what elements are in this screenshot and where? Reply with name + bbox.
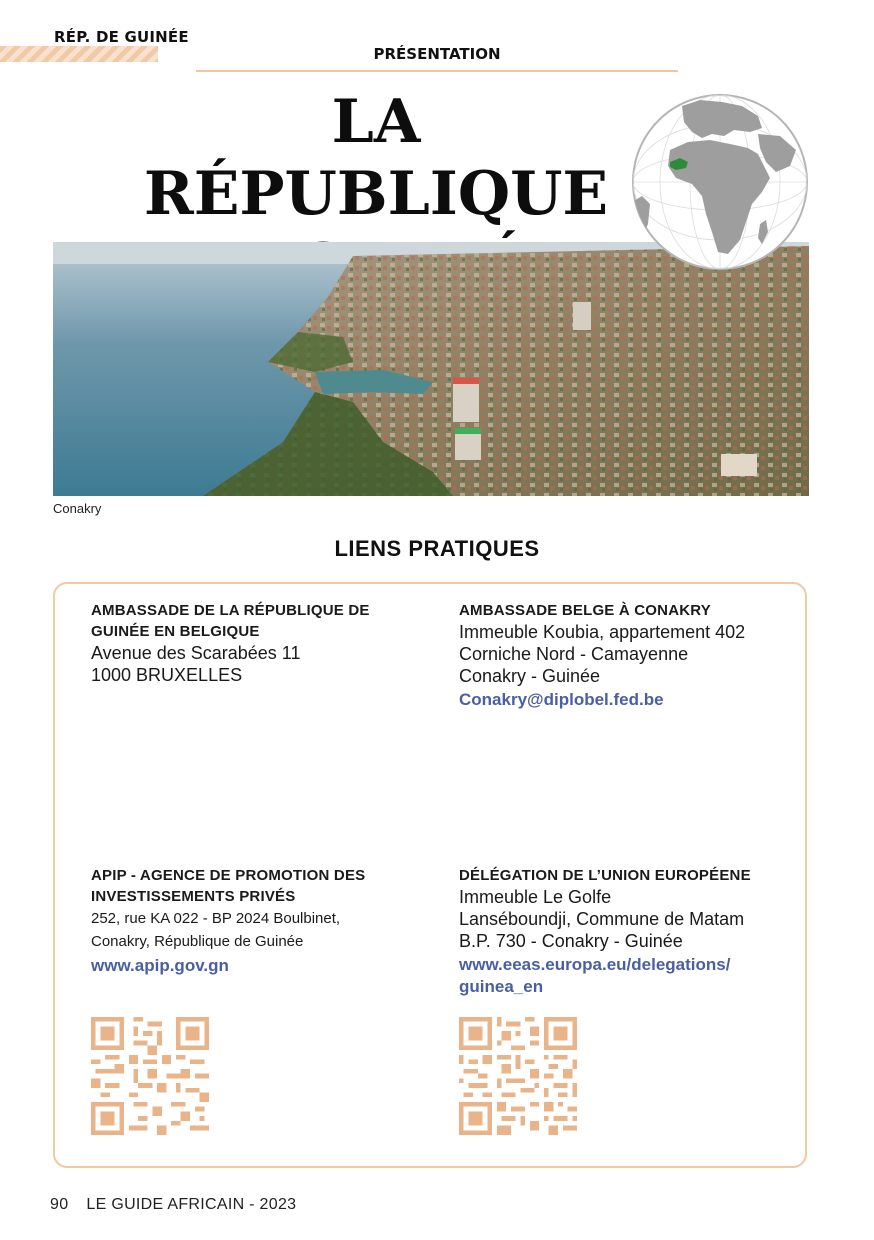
- eu-delegation-qr-code-icon[interactable]: [459, 1017, 577, 1135]
- entry-address-line: Corniche Nord - Camayenne: [459, 644, 689, 664]
- section-divider: [196, 70, 678, 72]
- entry-address-line: Avenue des Scarabées 11: [91, 643, 301, 663]
- entry-address-line: Immeuble Le Golfe: [459, 887, 612, 907]
- guinea-embassy-entry: [91, 600, 421, 686]
- page-footer: [50, 1196, 296, 1214]
- website-link[interactable]: guinea_en: [459, 977, 544, 996]
- belgian-embassy-entry: [459, 600, 799, 711]
- page-number: 90: [50, 1196, 69, 1213]
- publication-name: LE GUIDE AFRICAIN - 2023: [86, 1196, 297, 1213]
- country-tag: RÉP. DE GUINÉE: [54, 28, 189, 46]
- entry-address-line: Immeuble Koubia, appartement 402: [459, 622, 746, 642]
- section-label: PRÉSENTATION: [373, 45, 501, 63]
- website-link[interactable]: www.eeas.europa.eu/delegations/: [459, 955, 731, 974]
- entry-name: APIP - AGENCE DE PROMOTION DES: [91, 867, 366, 884]
- photo-caption: Conakry: [53, 501, 102, 516]
- entry-address-line: 1000 BRUXELLES: [91, 665, 243, 685]
- apip-entry: [91, 865, 421, 977]
- entry-name: INVESTISSEMENTS PRIVÉS: [91, 888, 296, 905]
- entry-name: GUINÉE EN BELGIQUE: [91, 623, 260, 640]
- entry-address-line: Conakry - Guinée: [459, 666, 601, 686]
- entry-name: DÉLÉGATION DE L’UNION EUROPÉENE: [459, 867, 751, 884]
- entry-name: AMBASSADE DE LA RÉPUBLIQUE DE: [91, 602, 370, 619]
- entry-address-line: 252, rue KA 022 - BP 2024 Boulbinet,: [91, 910, 341, 927]
- apip-qr-code-icon[interactable]: [91, 1017, 209, 1135]
- email-link[interactable]: Conakry@diplobel.fed.be: [459, 690, 664, 709]
- conakry-aerial-photo: [53, 242, 809, 496]
- entry-address-line: B.P. 730 - Conakry - Guinée: [459, 931, 683, 951]
- eu-delegation-entry: [459, 865, 799, 998]
- globe-map-icon: [630, 92, 810, 272]
- entry-name: AMBASSADE BELGE À CONAKRY: [459, 602, 711, 619]
- website-link[interactable]: www.apip.gov.gn: [91, 956, 229, 975]
- header-tag-band: [0, 46, 158, 62]
- links-heading: LIENS PRATIQUES: [334, 536, 540, 561]
- page-title-line-1: LA RÉPUBLIQUE: [143, 87, 609, 229]
- entry-address-line: Conakry, République de Guinée: [91, 933, 304, 950]
- entry-address-line: Lanséboundji, Commune de Matam: [459, 909, 745, 929]
